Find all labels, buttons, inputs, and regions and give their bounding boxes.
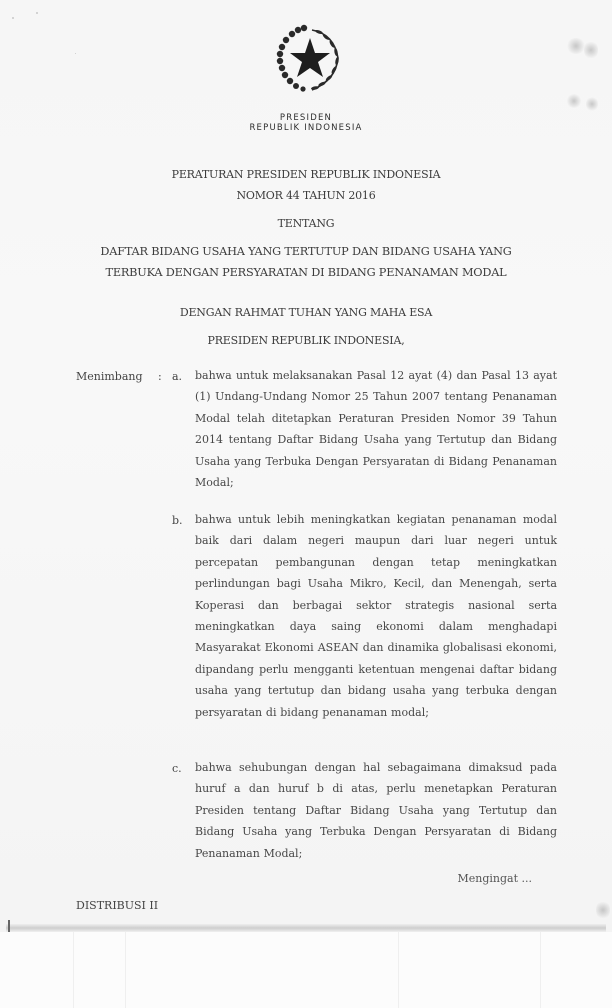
garuda-star-emblem-icon <box>272 22 344 94</box>
clause-letter-a: a. <box>172 370 183 383</box>
clause-text-a: bahwa untuk melaksanakan Pasal 12 ayat (4) dan Pasal 13 ayat (1) Undang-Undang Nomor 25 Tahun 2007 tentang Penanaman Modal telah ditetapkan Peraturan Presiden Nomor 39 Tahun 2014 tentang Daftar Bidang Usaha yang Tertutup dan Bidang Usaha yang Terbuka Dengan Persyaratan di Bidang Penanaman Modal; <box>195 369 557 490</box>
clause-letter-c: c. <box>172 762 182 775</box>
regulation-title: PERATURAN PRESIDEN REPUBLIK INDONESIA <box>171 168 441 181</box>
regulation-subject-line-1: DAFTAR BIDANG USAHA YANG TERTUTUP DAN BIDANG USAHA YANG <box>100 245 512 258</box>
scanner-bed-area <box>0 932 612 1008</box>
distribution-label: DISTRIBUSI II <box>76 899 159 912</box>
regulation-number: NOMOR 44 TAHUN 2016 <box>236 189 376 202</box>
considering-colon: : <box>158 370 162 383</box>
scan-edge-mark <box>8 920 10 932</box>
issuer: PRESIDEN REPUBLIK INDONESIA, <box>207 334 405 347</box>
clause-text-c: bahwa sehubungan dengan hal sebagaimana dimaksud pada huruf a dan huruf b di atas, perlu menetapkan Peraturan Presiden tentang Daftar Bidang Usaha yang Tertutup dan Bidang Usaha yang Terbuka Dengan Persyaratan di Bidang Penanaman Modal; <box>195 761 557 860</box>
letterhead-line-2: REPUBLIK INDONESIA <box>249 123 363 133</box>
scan-smudge <box>566 94 582 108</box>
scan-smudge <box>586 96 598 112</box>
regulation-subject-line-2: TERBUKA DENGAN PERSYARATAN DI BIDANG PENANAMAN MODAL <box>105 266 507 279</box>
scan-smudge <box>596 900 610 920</box>
scan-artifact-line <box>398 932 399 1008</box>
scan-edge-shadow <box>6 924 606 932</box>
scan-artifact-line <box>73 932 74 1008</box>
scan-speck <box>36 12 38 14</box>
scan-smudge <box>566 38 586 54</box>
scan-artifact-line <box>540 932 541 1008</box>
considering-label: Menimbang <box>76 370 143 383</box>
scan-smudge <box>584 40 598 60</box>
scan-speck <box>12 17 14 19</box>
letterhead-line-1: PRESIDEN <box>279 113 333 123</box>
regulation-about-label: TENTANG <box>277 217 335 230</box>
scan-speck <box>75 53 76 54</box>
scan-artifact-line <box>125 932 126 1008</box>
clause-letter-b: b. <box>172 514 183 527</box>
invocation: DENGAN RAHMAT TUHAN YANG MAHA ESA <box>179 306 433 319</box>
clause-text-b: bahwa untuk lebih meningkatkan kegiatan penanaman modal baik dari dalam negeri maupun dari luar negeri untuk percepatan pembangunan dengan tetap meningkatkan perlindungan bagi Usaha Mikro, Kecil, dan Menengah, serta Koperasi dan berbagai sektor strategis nasional serta meningkatkan daya saing ekonomi dalam menghadapi Masyarakat Ekonomi ASEAN dan dinamika globalisasi ekonomi, dipandang perlu mengganti ketentuan mengenai daftar bidang usaha yang tertutup dan bidang usaha yang terbuka dengan persyaratan di bidang penanaman modal; <box>195 513 557 719</box>
continuation-marker: Mengingat ... <box>457 872 532 885</box>
